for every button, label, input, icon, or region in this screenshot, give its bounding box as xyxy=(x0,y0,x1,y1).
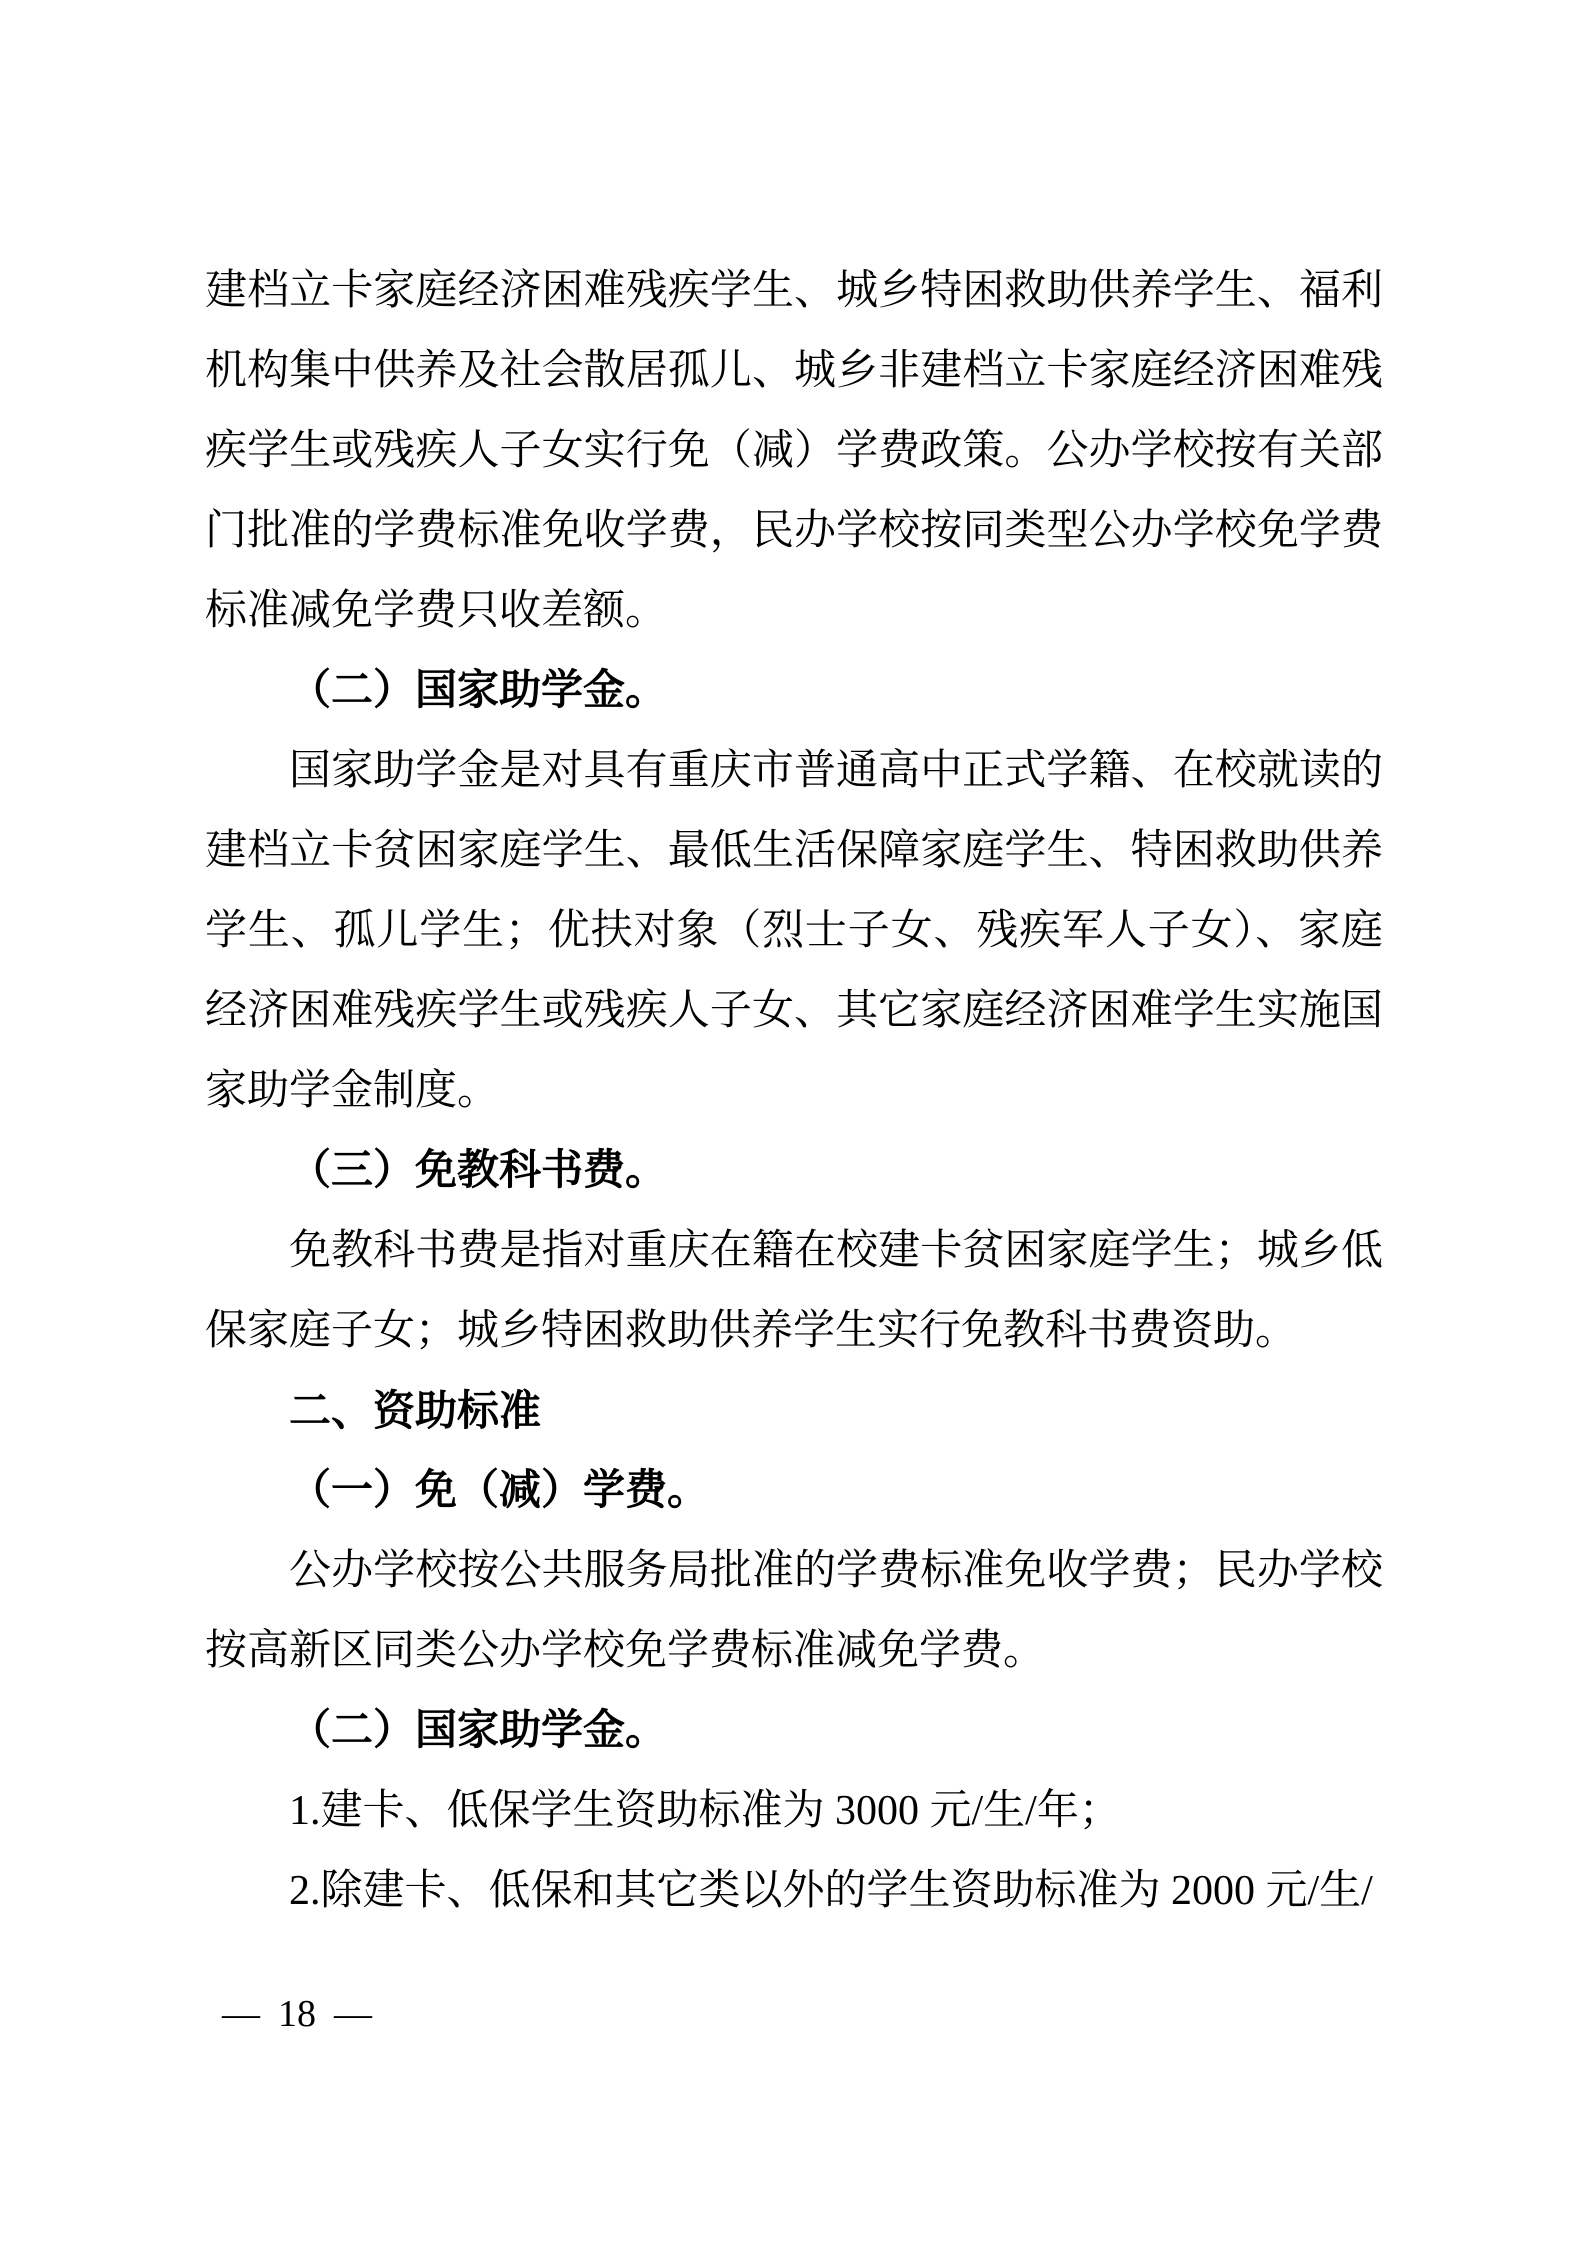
paragraph-continuation: 建档立卡家庭经济困难残疾学生、城乡特困救助供养学生、福利机构集中供养及社会散居孤儿、城乡非建档立卡家庭经济困难残疾学生或残疾人子女实行免（减）学费政策。公办学校按有关部门批准的学费标准免收学费，民办学校按同类型公办学校免学费标准减免学费只收差额。 xyxy=(205,268,1383,634)
numbered-item-1: 1.建卡、低保学生资助标准为 3000 元/生/年； xyxy=(289,1788,1121,1834)
section-heading-free-textbook: （三）免教科书费。 xyxy=(289,1148,668,1194)
numbered-item-2: 2.除建卡、低保和其它类以外的学生资助标准为 2000 元/生/ xyxy=(289,1868,1373,1914)
section-heading-national-grant-2: （二）国家助学金。 xyxy=(289,1708,668,1754)
paragraph-national-grant: 国家助学金是对具有重庆市普通高中正式学籍、在校就读的建档立卡贫困家庭学生、最低生活保障家庭学生、特困救助供养学生、孤儿学生；优扶对象（烈士子女、残疾军人子女）、家庭经济困难残疾学生或残疾人子女、其它家庭经济困难学生实施国家助学金制度。 xyxy=(205,748,1383,1114)
section-heading-national-grant: （二）国家助学金。 xyxy=(289,668,668,714)
footer-dash-right: — xyxy=(334,1993,372,2035)
page-footer xyxy=(222,1992,372,2036)
paragraph-free-textbook: 免教科书费是指对重庆在籍在校建卡贫困家庭学生；城乡低保家庭子女；城乡特困救助供养学生实行免教科书费资助。 xyxy=(205,1228,1383,1354)
paragraph-tuition-waiver: 公办学校按公共服务局批准的学费标准免收学费；民办学校按高新区同类公办学校免学费标准减免学费。 xyxy=(205,1548,1383,1674)
footer-dash-left: — xyxy=(222,1993,260,2035)
document-text-block xyxy=(205,251,1383,1931)
page-number: 18 xyxy=(278,1993,316,2035)
section-heading-tuition-waiver: （一）免（减）学费。 xyxy=(289,1468,710,1514)
chapter-heading-subsidy-standard: 二、资助标准 xyxy=(289,1387,542,1434)
